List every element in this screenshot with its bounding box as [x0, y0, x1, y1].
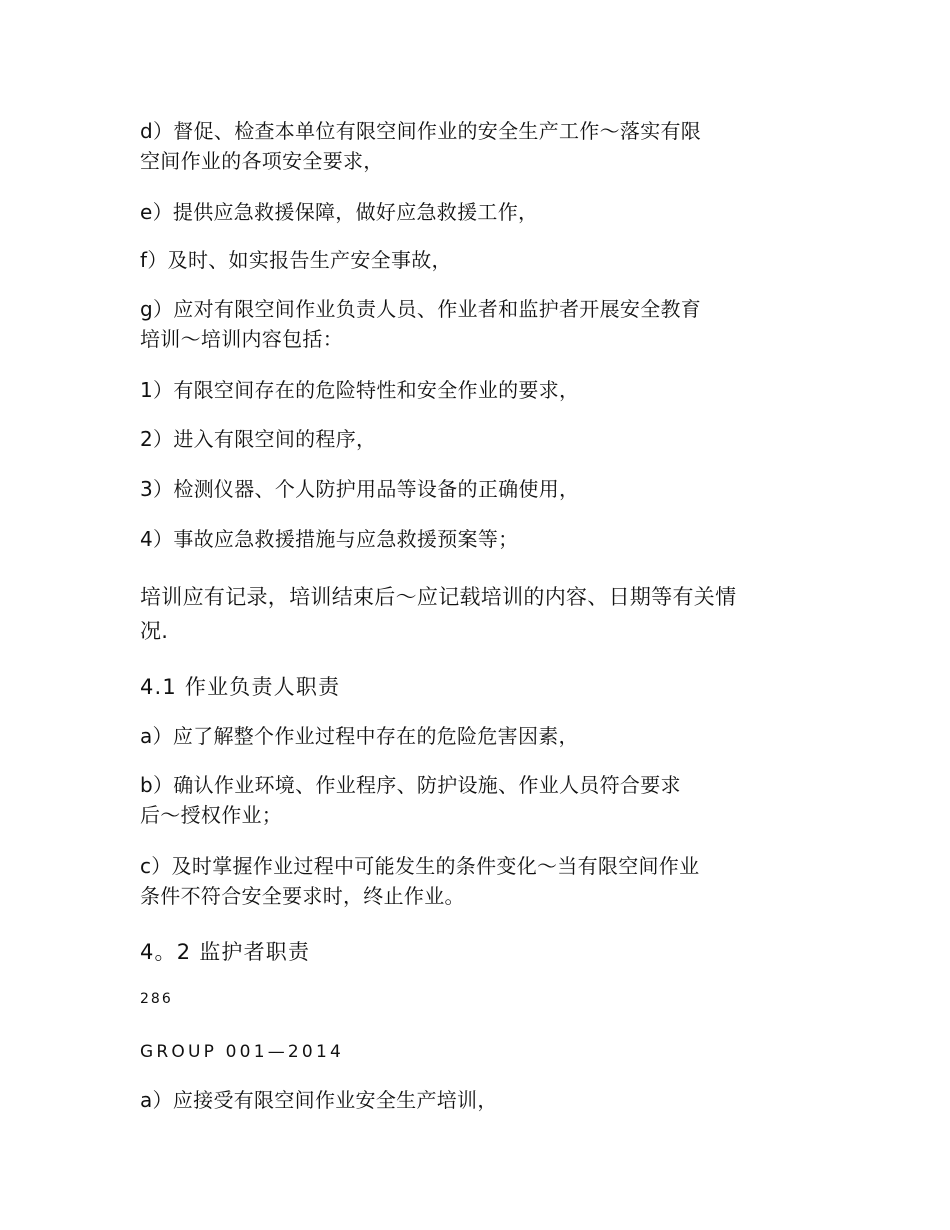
item-4-emergency-plan — [140, 524, 820, 554]
text-line: 后～授权作业； — [140, 803, 283, 827]
text-line: 3）检测仪器、个人防护用品等设备的正确使用， — [140, 477, 580, 501]
page-number-text: 286 — [140, 991, 173, 1007]
text-line: 4）事故应急救援措施与应急救援预案等； — [140, 527, 519, 551]
text-line: c）及时掌握作业过程中可能发生的条件变化～当有限空间作业 — [140, 854, 700, 878]
item-1-hazard-characteristics — [140, 375, 820, 405]
text-line: d）督促、检查本单位有限空间作业的安全生产工作～落实有限 — [140, 119, 702, 143]
heading-text: 4.1 作业负责人职责 — [140, 675, 341, 699]
item-g-safety-training — [140, 294, 820, 354]
item-e-emergency-rescue — [140, 197, 820, 227]
text-line: 况. — [140, 619, 169, 643]
text-line: e）提供应急救援保障，做好应急救援工作， — [140, 200, 539, 224]
text-line: 条件不符合安全要求时，终止作业。 — [140, 884, 465, 908]
text-line: 空间作业的各项安全要求， — [140, 149, 384, 173]
item-a-receive-training — [140, 1085, 820, 1115]
item-3-equipment-use — [140, 474, 820, 504]
text-line: 培训应有记录，培训结束后～应记载培训的内容、日期等有关情 — [140, 585, 737, 609]
page-number — [140, 989, 820, 1009]
standard-code-text: GROUP 001—2014 — [140, 1042, 344, 1062]
text-line: a）应了解整个作业过程中存在的危险危害因素， — [140, 724, 579, 748]
section-heading-4-1 — [140, 672, 820, 702]
text-line: b）确认作业环境、作业程序、防护设施、作业人员符合要求 — [140, 773, 681, 797]
text-line: 1）有限空间存在的危险特性和安全作业的要求， — [140, 378, 580, 402]
item-a-understand-hazards — [140, 721, 820, 751]
item-d-supervise-inspect — [140, 116, 820, 176]
section-heading-4-2 — [140, 937, 820, 967]
text-line: f）及时、如实报告生产安全事故， — [140, 248, 452, 272]
item-b-authorize-work — [140, 770, 820, 830]
item-f-report-accident — [140, 245, 820, 275]
text-line: a）应接受有限空间作业安全生产培训， — [140, 1088, 498, 1112]
item-2-entry-procedure — [140, 424, 820, 454]
item-c-monitor-conditions — [140, 851, 820, 911]
text-line: 培训～培训内容包括： — [140, 327, 343, 351]
text-line: 2）进入有限空间的程序， — [140, 427, 377, 451]
text-line: g）应对有限空间作业负责人员、作业者和监护者开展安全教育 — [140, 297, 702, 321]
heading-text: 4。2 监护者职责 — [140, 940, 311, 964]
standard-code — [140, 1041, 820, 1063]
training-record-paragraph — [140, 580, 820, 648]
